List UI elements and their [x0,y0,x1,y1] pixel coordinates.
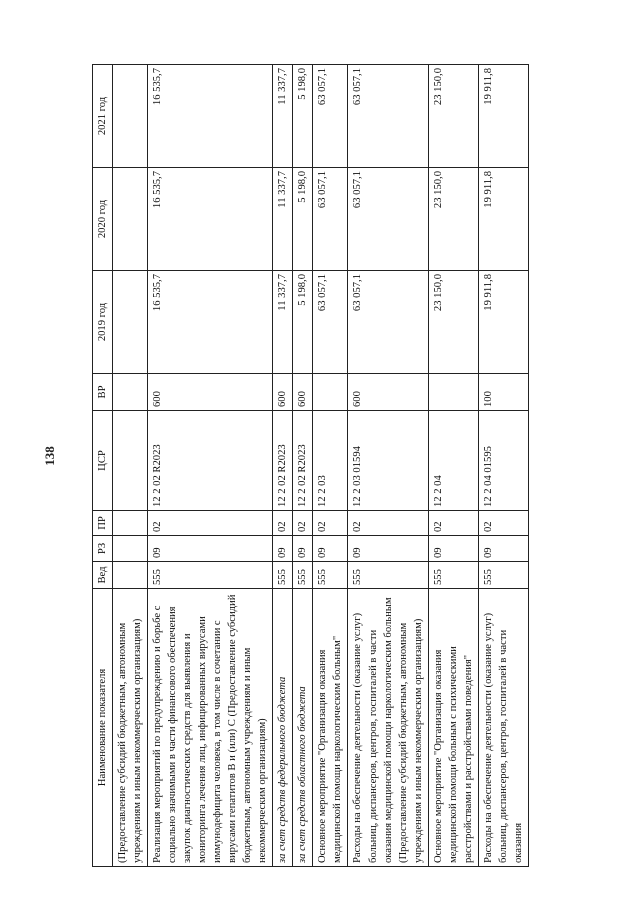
year-2019-cell: 63 057,1 [313,271,348,374]
rz-cell: 09 [273,536,293,562]
table-row [293,65,313,867]
column-header: 2020 год [93,168,113,271]
year-2020-cell: 23 150,0 [428,168,478,271]
vr-cell: 600 [293,374,313,411]
column-header: ВР [93,374,113,411]
ved-cell: 555 [478,562,528,589]
year-2021-cell: 16 535,7 [148,65,273,168]
indicator-name-cell: Реализация мероприятий по предупреждению и борьбе с социально значимыми в части финансового обеспечения закупок диагностических средств для выявления и мониторинга лечения лиц, инфицированных вирусами иммунодефицита человека, в том числе в сочетании с вирусами гепатитов В и (или) С (Предоставление субсидий бюджетным, автономным учреждениям и иным некоммерческим организациям) [148,589,273,867]
csr-cell: 12 2 04 [428,411,478,511]
table-row [148,65,273,867]
pr-cell: 02 [478,511,528,536]
rotated-table-container [92,65,610,867]
ved-cell: 555 [428,562,478,589]
year-2019-cell: 19 911,8 [478,271,528,374]
csr-cell: 12 2 04 01595 [478,411,528,511]
csr-cell: 12 2 02 R2023 [273,411,293,511]
table-row [273,65,293,867]
table-row [428,65,478,867]
column-header: Вед [93,562,113,589]
vr-cell: 600 [348,374,428,411]
csr-cell: 12 2 03 01594 [348,411,428,511]
column-header: 2019 год [93,271,113,374]
year-2019-cell: 23 150,0 [428,271,478,374]
vr-cell [313,374,348,411]
year-2020-cell: 63 057,1 [348,168,428,271]
year-2019-cell [113,271,148,374]
column-header: ПР [93,511,113,536]
year-2021-cell: 23 150,0 [428,65,478,168]
indicator-name-cell: (Предоставление субсидий бюджетным, автономным учреждениям и иным некоммерческим организациям) [113,589,148,867]
ved-cell: 555 [293,562,313,589]
vr-cell [113,374,148,411]
pr-cell: 02 [273,511,293,536]
year-2021-cell: 63 057,1 [348,65,428,168]
pr-cell: 02 [148,511,273,536]
pr-cell [113,511,148,536]
table-header [93,65,113,867]
ved-cell [113,562,148,589]
table-body [113,65,529,867]
ved-cell: 555 [273,562,293,589]
year-2021-cell: 5 198,0 [293,65,313,168]
vr-cell: 600 [148,374,273,411]
table-row [348,65,428,867]
csr-cell [113,411,148,511]
pr-cell: 02 [293,511,313,536]
budget-table [92,64,529,867]
column-header: Наименование показателя [93,589,113,867]
year-2020-cell: 16 535,7 [148,168,273,271]
year-2019-cell: 63 057,1 [348,271,428,374]
year-2020-cell: 63 057,1 [313,168,348,271]
year-2020-cell: 5 198,0 [293,168,313,271]
vr-cell: 600 [273,374,293,411]
column-header: ЦСР [93,411,113,511]
rz-cell: 09 [293,536,313,562]
indicator-name-cell: за счет средств областного бюджета [293,589,313,867]
vr-cell: 100 [478,374,528,411]
rz-cell: 09 [348,536,428,562]
pr-cell: 02 [313,511,348,536]
year-2020-cell: 19 911,8 [478,168,528,271]
csr-cell: 12 2 02 R2023 [148,411,273,511]
year-2021-cell: 19 911,8 [478,65,528,168]
pr-cell: 02 [428,511,478,536]
csr-cell: 12 2 02 R2023 [293,411,313,511]
year-2019-cell: 16 535,7 [148,271,273,374]
year-2021-cell [113,65,148,168]
rz-cell: 09 [148,536,273,562]
indicator-name-cell: за счет средств федерального бюджета [273,589,293,867]
indicator-name-cell: Основное мероприятие "Организация оказания медицинской помощи больным с психическими расстройствами и расстройствами поведения" [428,589,478,867]
vr-cell [428,374,478,411]
page-number: 138 [42,446,57,466]
rz-cell: 09 [428,536,478,562]
indicator-name-cell: Расходы на обеспечение деятельности (оказание услуг) больниц, диспансеров, центров, госпиталей в части оказания медицинской помощи наркологическим больным (Предоставление субсидий бюджетным, автономным учреждениям и иным некоммерческим организациям) [348,589,428,867]
table-row [113,65,148,867]
pr-cell: 02 [348,511,428,536]
ved-cell: 555 [348,562,428,589]
rz-cell: 09 [478,536,528,562]
ved-cell: 555 [148,562,273,589]
column-header: РЗ [93,536,113,562]
year-2021-cell: 11 337,7 [273,65,293,168]
year-2019-cell: 5 198,0 [293,271,313,374]
ved-cell: 555 [313,562,348,589]
rz-cell: 09 [313,536,348,562]
table-row [478,65,528,867]
csr-cell: 12 2 03 [313,411,348,511]
rz-cell [113,536,148,562]
indicator-name-cell: Основное мероприятие "Организация оказания медицинской помощи наркологическим больным" [313,589,348,867]
table-row [313,65,348,867]
indicator-name-cell: Расходы на обеспечение деятельности (оказание услуг) больниц, диспансеров, центров, госпиталей в части оказания [478,589,528,867]
year-2020-cell: 11 337,7 [273,168,293,271]
column-header: 2021 год [93,65,113,168]
year-2020-cell [113,168,148,271]
year-2019-cell: 11 337,7 [273,271,293,374]
year-2021-cell: 63 057,1 [313,65,348,168]
